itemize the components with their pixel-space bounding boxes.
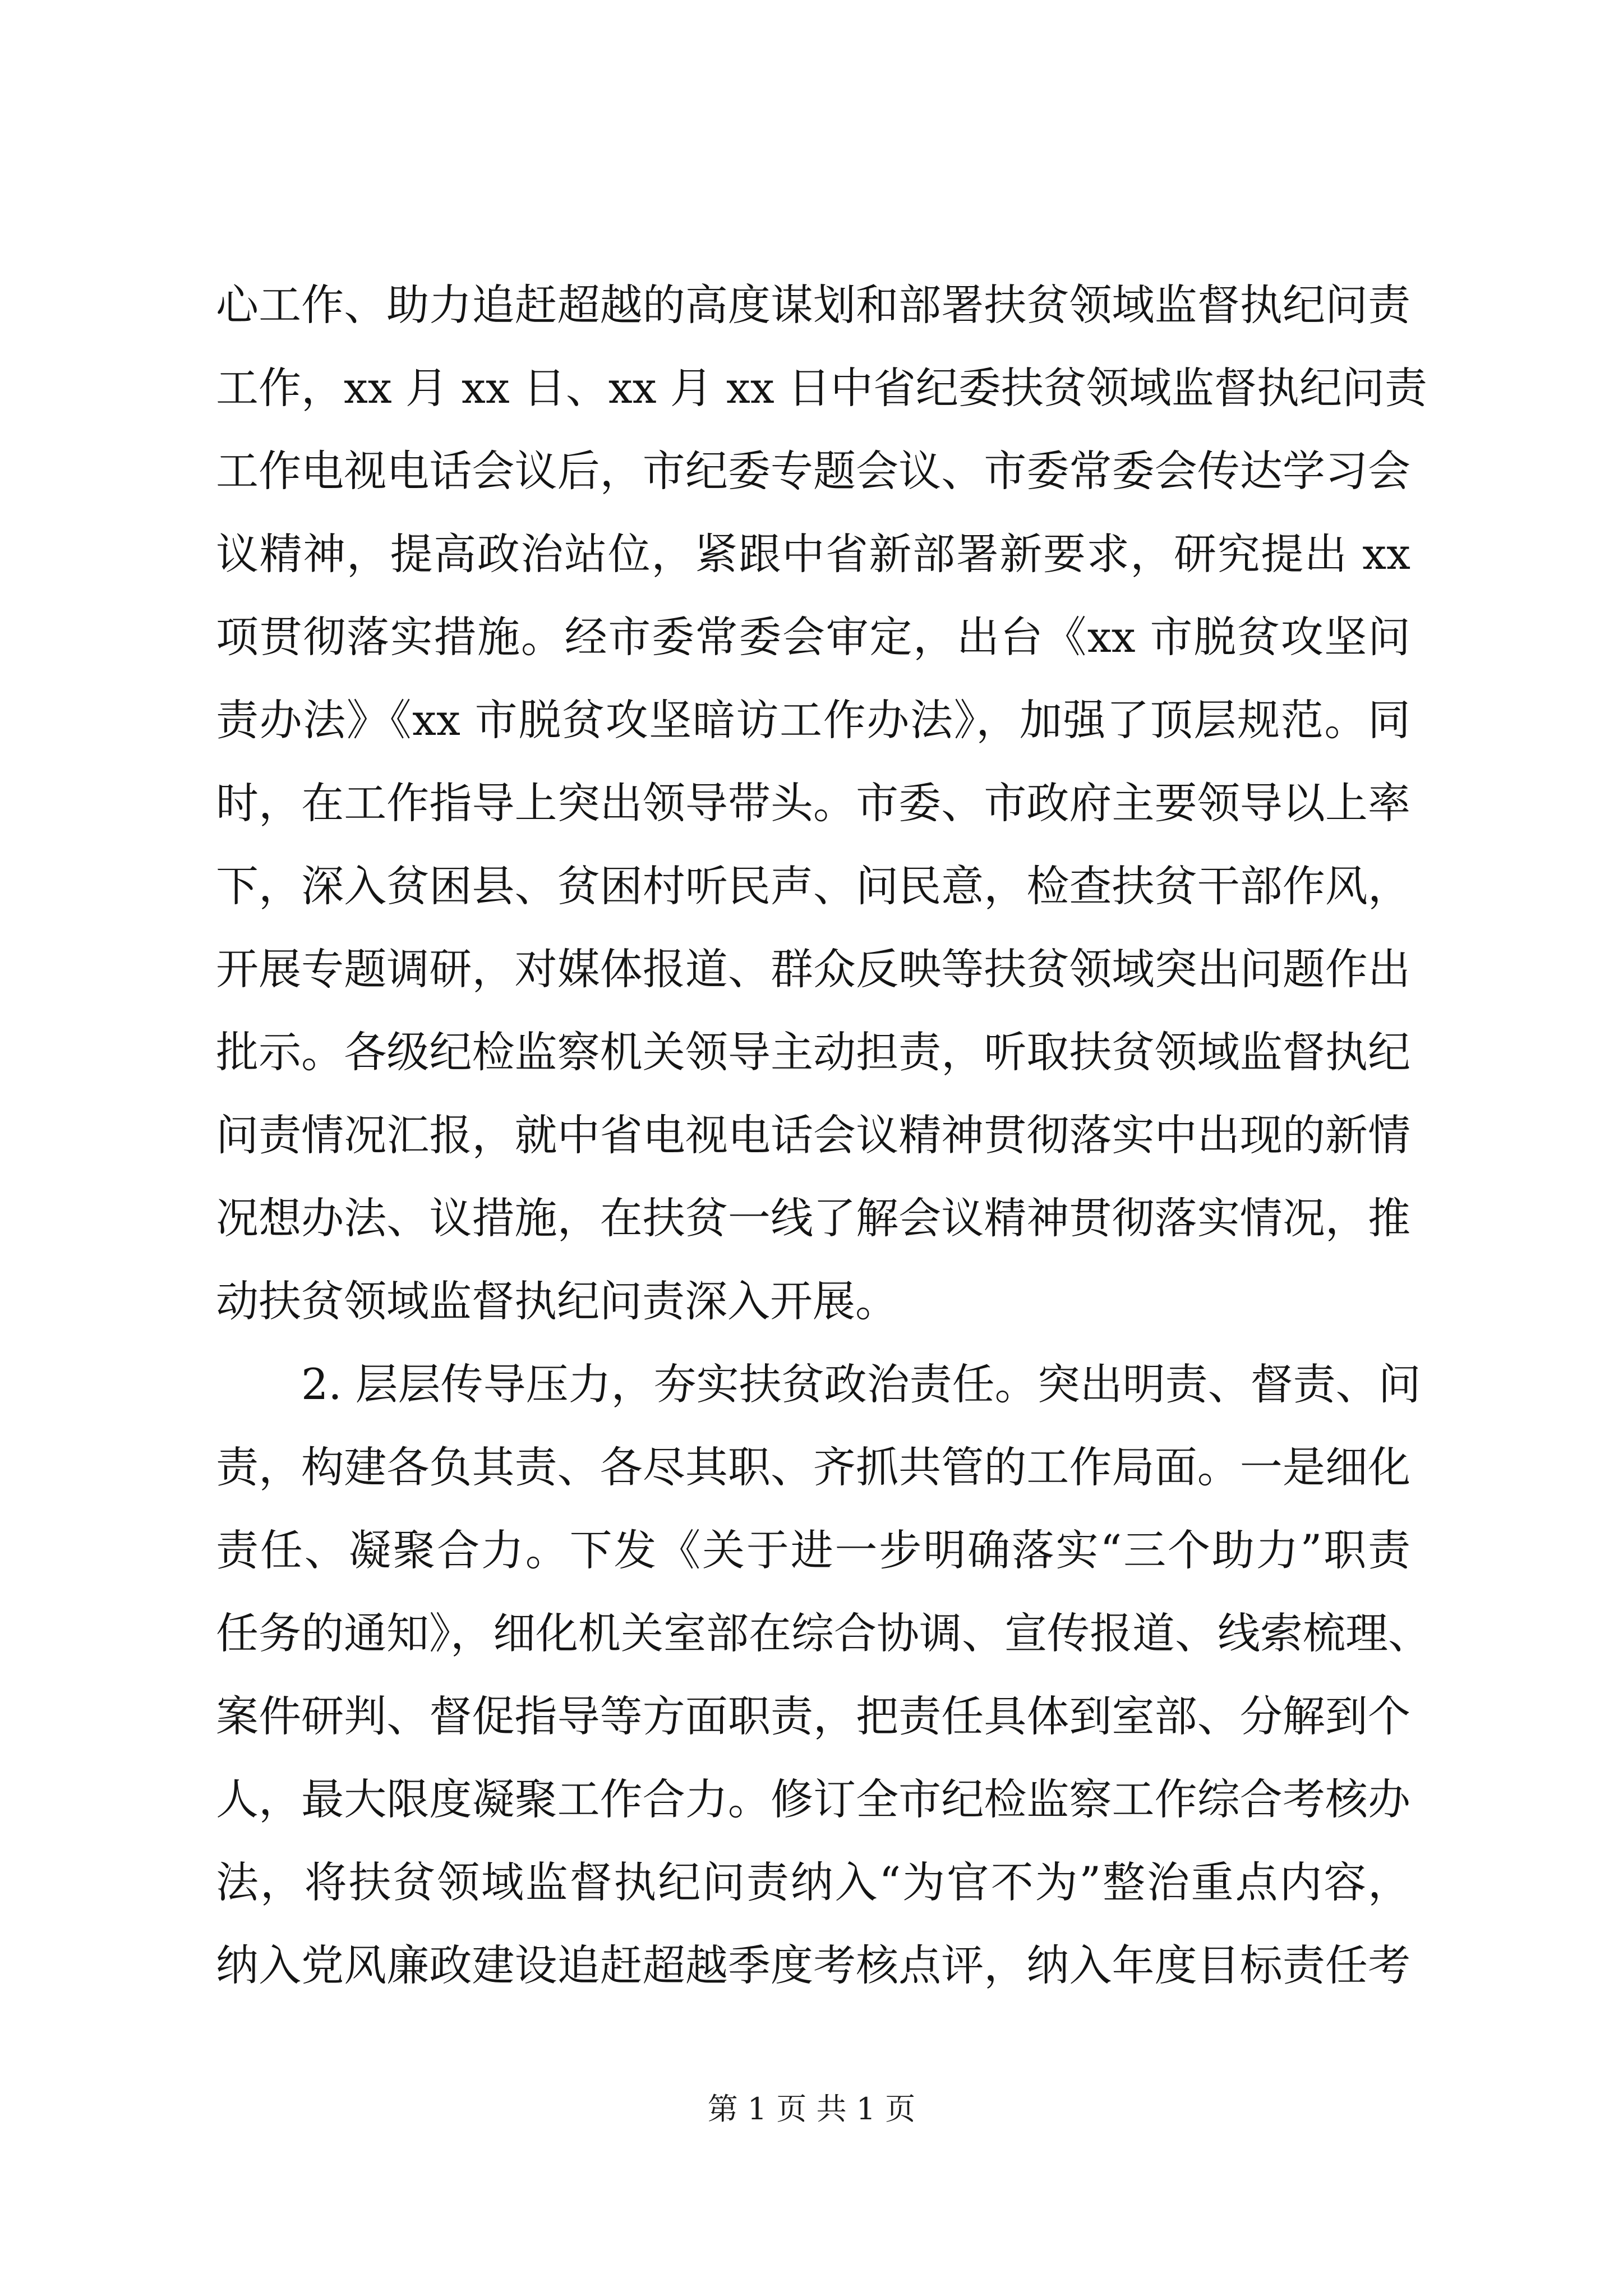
text-line: 议精神，提高政治站位，紧跟中省新部署新要求，研究提出 xx xyxy=(216,529,1410,579)
page-footer xyxy=(0,2087,1623,2132)
text-line: 况想办法、议措施，在扶贫一线了解会议精神贯彻落实情况，推 xyxy=(216,1193,1410,1243)
text-line: 问责情况汇报，就中省电视电话会议精神贯彻落实中出现的新情 xyxy=(216,1110,1410,1160)
text-line: 下，深入贫困县、贫困村听民声、问民意，检查扶贫干部作风， xyxy=(216,861,1410,911)
document-body xyxy=(216,264,1431,2007)
text-line: 人，最大限度凝聚工作合力。修订全市纪检监察工作综合考核办 xyxy=(216,1774,1410,1824)
text-line: 案件研判、督促指导等方面职责，把责任具体到室部、分解到个 xyxy=(216,1691,1410,1741)
text-line: 责办法》《xx 市脱贫攻坚暗访工作办法》，加强了顶层规范。同 xyxy=(216,695,1410,745)
text-line: 法，将扶贫领域监督执纪问责纳入“为官不为”整治重点内容， xyxy=(216,1857,1410,1907)
text-line: 动扶贫领域监督执纪问责深入开展。 xyxy=(216,1276,898,1326)
page-number: 第 1 页 共 1 页 xyxy=(707,2091,916,2127)
text-line: 责任、凝聚合力。下发《关于进一步明确落实“三个助力”职责 xyxy=(216,1525,1410,1575)
text-line: 批示。各级纪检监察机关领导主动担责，听取扶贫领域监督执纪 xyxy=(216,1027,1410,1077)
text-line: 项贯彻落实措施。经市委常委会审定，出台《xx 市脱贫攻坚问 xyxy=(216,612,1410,662)
text-line: 纳入党风廉政建设追赶超越季度考核点评，纳入年度目标责任考 xyxy=(216,1940,1410,1990)
text-line: 责，构建各负其责、各尽其职、齐抓共管的工作局面。一是细化 xyxy=(216,1442,1410,1492)
text-line: 2. 层层传导压力，夯实扶贫政治责任。突出明责、督责、问 xyxy=(216,1359,1421,1409)
text-line: 工作，xx 月 xx 日、xx 月 xx 日中省纪委扶贫领域监督执纪问责 xyxy=(216,363,1427,413)
text-line: 任务的通知》，细化机关室部在综合协调、宣传报道、线索梳理、 xyxy=(216,1608,1431,1658)
text-line: 工作电视电话会议后，市纪委专题会议、市委常委会传达学习会 xyxy=(216,446,1410,496)
text-line: 时，在工作指导上突出领导带头。市委、市政府主要领导以上率 xyxy=(216,778,1410,828)
text-line: 开展专题调研，对媒体报道、群众反映等扶贫领域突出问题作出 xyxy=(216,944,1410,994)
text-line: 心工作、助力追赶超越的高度谋划和部署扶贫领域监督执纪问责 xyxy=(216,280,1410,330)
